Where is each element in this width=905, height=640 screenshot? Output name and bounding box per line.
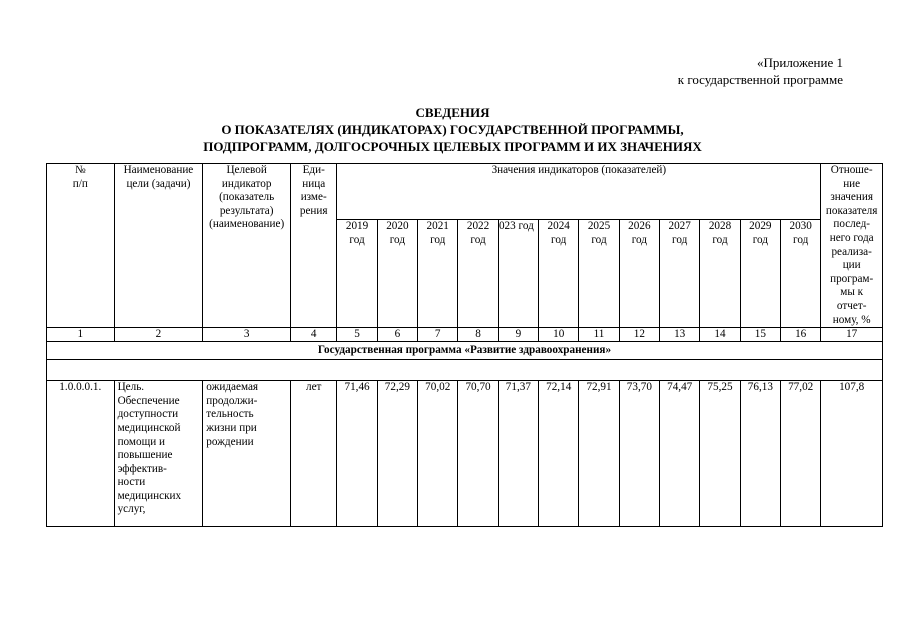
goal-line: Цель. bbox=[117, 381, 145, 394]
year-suffix: год bbox=[793, 233, 809, 246]
year-label: 2028 bbox=[708, 219, 732, 232]
header-text: рения bbox=[299, 204, 328, 217]
year-suffix: год bbox=[752, 233, 768, 246]
header-text: него года bbox=[829, 231, 874, 244]
column-number: 15 bbox=[740, 328, 780, 342]
year-suffix: год bbox=[389, 233, 406, 246]
title-line-2: О ПОКАЗАТЕЛЯХ (ИНДИКАТОРАХ) ГОСУДАРСТВЕННОЙ ПРОГРАММЫ, bbox=[221, 122, 684, 137]
header-text: Целевой bbox=[226, 164, 267, 176]
spacer-row bbox=[47, 360, 883, 381]
header-text: № bbox=[74, 164, 86, 176]
column-numbers-row bbox=[47, 328, 883, 342]
spacer-cell bbox=[47, 360, 883, 381]
year-suffix: год bbox=[551, 233, 567, 246]
year-suffix: год bbox=[470, 233, 486, 246]
year-label: 023 год bbox=[498, 219, 534, 232]
header-text: ции bbox=[842, 259, 861, 272]
table-row bbox=[47, 381, 883, 527]
indicator-line: жизни при bbox=[206, 421, 257, 434]
column-number: 13 bbox=[660, 328, 700, 342]
year-label: 2021 bbox=[426, 219, 449, 232]
goal-line: Обеспечение bbox=[117, 394, 180, 407]
year-label: 2029 bbox=[749, 219, 772, 232]
column-number: 6 bbox=[377, 328, 417, 342]
row-value: 77,02 bbox=[781, 381, 821, 527]
header-text: цели (задачи) bbox=[126, 177, 191, 190]
column-number: 16 bbox=[781, 328, 821, 342]
column-number: 8 bbox=[458, 328, 498, 342]
column-number: 1 bbox=[47, 328, 115, 342]
row-value: 72,29 bbox=[377, 381, 417, 527]
appendix-note bbox=[678, 54, 843, 88]
indicator-line: рождении bbox=[206, 435, 254, 448]
column-number: 10 bbox=[539, 328, 579, 342]
row-value: 76,13 bbox=[740, 381, 780, 527]
year-label: 2025 bbox=[587, 219, 611, 232]
header-text: Еди- bbox=[302, 164, 325, 176]
header-indicator bbox=[203, 164, 291, 328]
year-suffix: год bbox=[672, 233, 688, 246]
row-unit: лет bbox=[291, 381, 337, 527]
header-year bbox=[740, 219, 780, 327]
goal-line: повышение bbox=[117, 449, 173, 462]
title-line-1: СВЕДЕНИЯ bbox=[415, 105, 490, 120]
goal-line: ности bbox=[117, 476, 146, 489]
year-suffix: год bbox=[430, 233, 446, 246]
header-values-group: Значения индикаторов (показателей) bbox=[337, 164, 821, 220]
header-text: Наименование bbox=[123, 164, 194, 176]
header-year bbox=[377, 219, 417, 327]
header-text: ние bbox=[843, 177, 861, 190]
column-number: 3 bbox=[203, 328, 291, 342]
year-suffix: год bbox=[631, 233, 647, 246]
row-value: 73,70 bbox=[619, 381, 659, 527]
year-label: 2030 bbox=[789, 219, 812, 232]
header-row-1 bbox=[47, 164, 883, 220]
year-suffix: год bbox=[349, 233, 365, 246]
column-number: 14 bbox=[700, 328, 740, 342]
header-text: (наименование) bbox=[209, 218, 285, 231]
header-year bbox=[660, 219, 700, 327]
header-year bbox=[579, 219, 619, 327]
row-value: 70,70 bbox=[458, 381, 498, 527]
header-text: реализа- bbox=[831, 245, 872, 258]
header-ratio bbox=[821, 164, 883, 328]
year-label: 2022 bbox=[466, 219, 490, 232]
title-line-3: ПОДПРОГРАММ, ДОЛГОСРОЧНЫХ ЦЕЛЕВЫХ ПРОГРАММ И ИХ ЗНАЧЕНИЯХ bbox=[203, 139, 702, 154]
column-number: 17 bbox=[821, 328, 883, 342]
column-number: 12 bbox=[619, 328, 659, 342]
year-suffix: год bbox=[591, 233, 607, 246]
indicator-line: ожидаемая bbox=[206, 381, 259, 394]
header-text: мы к bbox=[840, 286, 864, 299]
goal-line: медицинских bbox=[117, 489, 182, 502]
column-number: 11 bbox=[579, 328, 619, 342]
header-text: показателя bbox=[825, 204, 878, 217]
indicator-line: продолжи- bbox=[206, 394, 258, 407]
year-label: 2027 bbox=[668, 219, 691, 232]
header-text: послед- bbox=[833, 218, 870, 231]
header-year bbox=[498, 219, 538, 327]
row-value: 72,14 bbox=[539, 381, 579, 527]
header-year bbox=[539, 219, 579, 327]
year-label: 2020 bbox=[386, 219, 409, 232]
header-year bbox=[619, 219, 659, 327]
year-label: 2024 bbox=[547, 219, 570, 232]
indicator-line: тельность bbox=[206, 408, 254, 421]
year-label: 2019 bbox=[345, 219, 369, 232]
header-year bbox=[418, 219, 458, 327]
header-year bbox=[700, 219, 740, 327]
header-text: ница bbox=[302, 177, 326, 190]
year-suffix: год bbox=[712, 233, 728, 246]
goal-line: эффектив- bbox=[117, 462, 167, 475]
header-text: изме- bbox=[300, 191, 327, 204]
header-goal bbox=[114, 164, 203, 328]
goal-line: доступности bbox=[117, 408, 179, 421]
header-text: отчет- bbox=[836, 299, 867, 312]
header-text: результата) bbox=[219, 204, 274, 217]
row-num: 1.0.0.0.1. bbox=[47, 381, 115, 527]
program-title-row bbox=[47, 342, 883, 360]
column-number: 7 bbox=[418, 328, 458, 342]
header-text: индикатор bbox=[221, 177, 272, 190]
appendix-line-1: «Приложение 1 bbox=[756, 55, 843, 70]
row-goal bbox=[114, 381, 203, 527]
row-value: 74,47 bbox=[660, 381, 700, 527]
header-text: п/п bbox=[72, 177, 88, 190]
row-value: 70,02 bbox=[418, 381, 458, 527]
column-number: 4 bbox=[291, 328, 337, 342]
header-text: програм- bbox=[830, 272, 874, 285]
header-text: (показатель bbox=[219, 191, 275, 204]
header-year bbox=[337, 219, 377, 327]
year-label: 2026 bbox=[628, 219, 651, 232]
goal-line: помощи и bbox=[117, 435, 165, 448]
header-num bbox=[47, 164, 115, 328]
header-text: значения bbox=[830, 191, 873, 204]
header-year bbox=[458, 219, 498, 327]
goal-line: медицинской bbox=[117, 421, 181, 434]
header-text: ному, % bbox=[832, 313, 871, 326]
indicators-table bbox=[46, 163, 883, 527]
column-number: 9 bbox=[498, 328, 538, 342]
document-title bbox=[0, 104, 905, 155]
column-number: 5 bbox=[337, 328, 377, 342]
row-value: 75,25 bbox=[700, 381, 740, 527]
header-unit bbox=[291, 164, 337, 328]
row-value: 72,91 bbox=[579, 381, 619, 527]
appendix-line-2: к государственной программе bbox=[677, 72, 843, 87]
header-text: Отноше- bbox=[830, 164, 873, 176]
row-value: 71,37 bbox=[498, 381, 538, 527]
row-ratio: 107,8 bbox=[821, 381, 883, 527]
goal-line: услуг, bbox=[117, 503, 146, 516]
header-year bbox=[781, 219, 821, 327]
row-indicator bbox=[203, 381, 291, 527]
row-value: 71,46 bbox=[337, 381, 377, 527]
column-number: 2 bbox=[114, 328, 203, 342]
program-title: Государственная программа «Развитие здравоохранения» bbox=[47, 342, 883, 360]
